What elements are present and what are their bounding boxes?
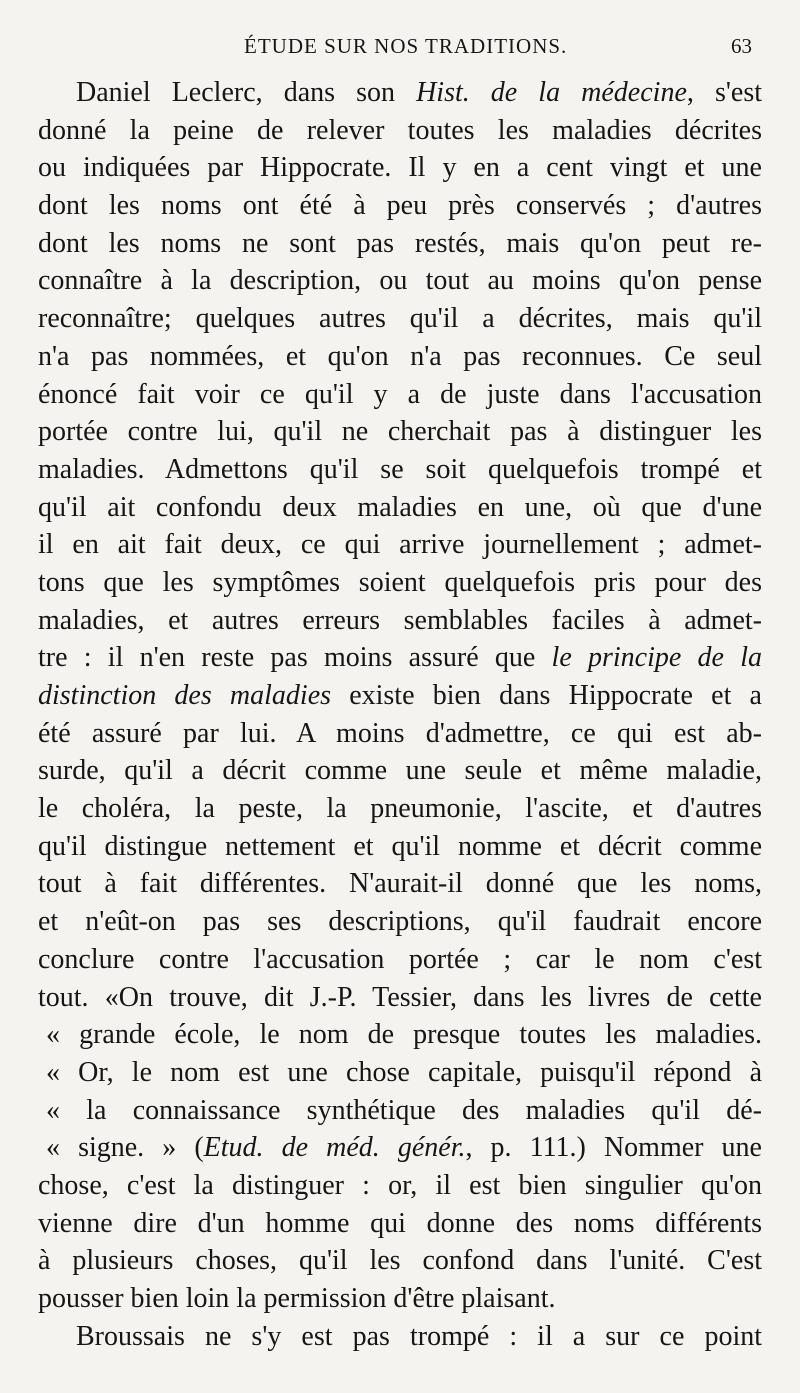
text-line: énoncé fait voir ce qu'il y a de juste dans l'accusation bbox=[38, 378, 762, 410]
text-line: il en ait fait deux, ce qui arrive journellement ; admet- bbox=[38, 529, 762, 561]
quote-line: « signe. » (Etud. de méd. génér., p. 111.) Nommer une bbox=[46, 1132, 762, 1164]
text-line: qu'il distingue nettement et qu'il nomme et décrit comme bbox=[38, 830, 762, 862]
page-header bbox=[0, 34, 800, 64]
text-line: ou indiquées par Hippocrate. Il y en a cent vingt et une bbox=[38, 152, 762, 184]
text-line: Daniel Leclerc, dans son Hist. de la médecine, s'est bbox=[76, 77, 762, 108]
text-line: tout à fait différentes. N'aurait-il donné que les noms, bbox=[38, 868, 762, 900]
text-line: à plusieurs choses, qu'il les confond dans l'unité. C'est bbox=[38, 1245, 762, 1277]
text-line: distinction des maladies existe bien dans Hippocrate et a bbox=[38, 680, 762, 711]
text-line: été assuré par lui. A moins d'admettre, ce qui est ab- bbox=[38, 717, 762, 749]
text-line: tout. «On trouve, dit J.-P. Tessier, dans les livres de cette bbox=[38, 981, 762, 1013]
text-line: tons que les symptômes soient quelquefois pris pour des bbox=[38, 566, 762, 598]
text-line: pousser bien loin la permission d'être plaisant. bbox=[38, 1283, 556, 1314]
text-line: qu'il ait confondu deux maladies en une, où que d'une bbox=[38, 491, 762, 523]
text-line: dont les noms ne sont pas restés, mais qu'on peut re- bbox=[38, 227, 762, 259]
text-line: surde, qu'il a décrit comme une seule et même maladie, bbox=[38, 755, 762, 787]
text-line: et n'eût-on pas ses descriptions, qu'il faudrait encore bbox=[38, 906, 762, 938]
text-line: portée contre lui, qu'il ne cherchait pas à distinguer les bbox=[38, 416, 762, 448]
page-number: 63 bbox=[731, 34, 752, 58]
text-line: conclure contre l'accusation portée ; car le nom c'est bbox=[38, 943, 762, 975]
text-line: chose, c'est la distinguer : or, il est bien singulier qu'on bbox=[38, 1169, 762, 1201]
text-line: connaître à la description, ou tout au moins qu'on pense bbox=[38, 265, 762, 297]
running-title: ÉTUDE SUR NOS TRADITIONS. bbox=[244, 34, 568, 58]
text-line: le choléra, la peste, la pneumonie, l'ascite, et d'autres bbox=[38, 793, 762, 825]
text-line: reconnaître; quelques autres qu'il a décrites, mais qu'il bbox=[38, 303, 762, 335]
quote-line: « grande école, le nom de presque toutes les maladies. bbox=[46, 1019, 762, 1051]
text-line: dont les noms ont été à peu près conservés ; d'autres bbox=[38, 190, 762, 222]
text-line: n'a pas nommées, et qu'on n'a pas reconnues. Ce seul bbox=[38, 340, 762, 372]
text-line: vienne dire d'un homme qui donne des noms différents bbox=[38, 1207, 762, 1239]
text-line: maladies. Admettons qu'il se soit quelquefois trompé et bbox=[38, 453, 762, 485]
text-line: donné la peine de relever toutes les maladies décrites bbox=[38, 114, 762, 146]
quote-line: « la connaissance synthétique des maladies qu'il dé- bbox=[46, 1094, 762, 1126]
text-line: Broussais ne s'y est pas trompé : il a sur ce point bbox=[76, 1320, 762, 1352]
text-line: maladies, et autres erreurs semblables faciles à admet- bbox=[38, 604, 762, 636]
quote-line: « Or, le nom est une chose capitale, puisqu'il répond à bbox=[46, 1056, 762, 1088]
body-text bbox=[38, 74, 762, 1355]
text-line: tre : il n'en reste pas moins assuré que le principe de la bbox=[38, 642, 762, 674]
